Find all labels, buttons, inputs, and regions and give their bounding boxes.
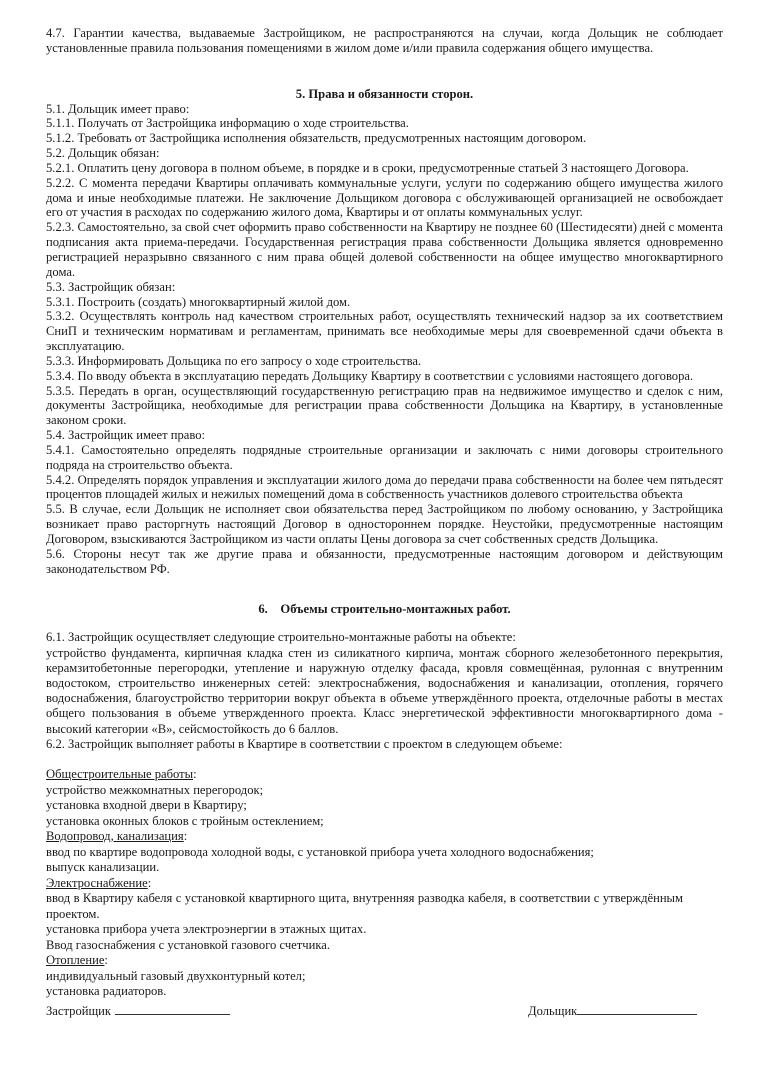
developer-signature-line[interactable] — [115, 1013, 230, 1015]
clause: 5.3.5. Передать в орган, осуществляющий государственную регистрацию прав на недвижимое имущество и сделок с ним, документы Застройщика, необходимые для регистрации права собственности Дольщика на Квартиру, в установленные законом сроки. — [46, 383, 723, 428]
clause-6-2: 6.2. Застройщик выполняет работы в Квартире в соответствии с проектом в следующем объеме: — [46, 736, 563, 751]
works-group: Общестроительные работы: устройство межкомнатных перегородок; установка входной двери в Квартиру; установка оконных блоков с тройным остеклением; — [46, 767, 723, 829]
works-item: Ввод газоснабжения с установкой газового счетчика. — [46, 937, 331, 952]
section-6-heading: 6. Объемы строительно-монтажных работ. — [258, 601, 511, 616]
clause: 5.1.2. Требовать от Застройщика исполнения обязательств, предусмотренных настоящим договором. — [46, 131, 587, 146]
works-group: Отопление: индивидуальный газовый двухконтурный котел; установка радиаторов. — [46, 953, 723, 1000]
works-group-title: Отопление — [46, 953, 105, 967]
works-item: установка входной двери в Квартиру; — [46, 798, 247, 812]
works-item: установка оконных блоков с тройным остеклением; — [46, 813, 324, 828]
developer-signature — [46, 1004, 230, 1019]
works-item: установка прибора учета электроэнергии в этажных щитах. — [46, 922, 367, 936]
works-list — [46, 767, 723, 1000]
clause: 5.3.4. По вводу объекта в эксплуатацию передать Дольщику Квартиру в соответствии с условиями настоящего договора. — [46, 368, 694, 383]
developer-signature-label: Застройщик — [46, 1004, 112, 1018]
clause: 5.1. Дольщик имеет право: — [46, 101, 190, 116]
clause: 5.1.1. Получать от Застройщика информацию о ходе строительства. — [46, 116, 409, 131]
clause-6-1-body: устройство фундамента, кирпичная кладка стен из силикатного кирпича, монтаж сборного железобетонного перекрытия, керамзитобетонные перегородки, утепление и наружную отделку фасада, кровля совмещённая, рулонная с внутренним водостоком, строительство инженерных сетей: электроснабжения, водоснабжения и канализации, отопления, горячего водоснабжения, благоустройство территории вокруг объекта в объеме утверждённого проекта, отделочные работы в местах общего пользования в объеме утвержденного проекта. Класс энергетической эффективности многоквартирного дома - высокий категории «В», сейсмостойкость до 6 баллов. — [46, 645, 723, 736]
clause-4-7: 4.7. Гарантии качества, выдаваемые Застройщиком, не распространяются на случаи, когда Дольщик не соблюдает установленные правила пользования помещениями в жилом доме и/или правила содержания общего имущества. — [46, 26, 723, 55]
clause: 5.3. Застройщик обязан: — [46, 279, 176, 294]
works-group-title: Водопровод, канализация — [46, 829, 184, 843]
clause: 5.2.3. Самостоятельно, за свой счет оформить право собственности на Квартиру не позднее 60 (Шестидесяти) дней с момента подписания акта приема-передачи. Государственная регистрация права собственности Дольщика является одновременно регистрацией неразрывно связанного с ним права общей долевой собственности на общее имущество многоквартирного дома. — [46, 220, 723, 279]
works-item: выпуск канализации. — [46, 860, 160, 874]
works-item: ввод по квартире водопровода холодной воды, с установкой прибора учета холодного водоснабжения; — [46, 844, 594, 859]
section-6-body — [46, 630, 723, 752]
clause: 5.6. Стороны несут так же другие права и обязанности, предусмотренные настоящим договором и действующим законодательством РФ. — [46, 546, 723, 576]
works-item: установка радиаторов. — [46, 984, 167, 998]
clause: 5.5. В случае, если Дольщик не исполняет свои обязательства перед Застройщиком по любому основанию, у Застройщика возникает право расторгнуть настоящий Договор в одностороннем порядке. Неустойки, предусмотренные настоящим Договором, взыскиваются Застройщиком из части оплаты Цены договора за счет собственных средств Дольщика. — [46, 502, 723, 546]
works-item: ввод в Квартиру кабеля с установкой квартирного щита, внутренняя разводка кабеля, в соответствии с утверждённым проектом. — [46, 891, 683, 921]
shareholder-signature — [528, 1004, 697, 1019]
section-5-heading: 5. Права и обязанности сторон. — [295, 86, 474, 101]
section-5-clauses — [46, 102, 723, 577]
clause: 5.2.2. С момента передачи Квартиры оплачивать коммунальные услуги, услуги по содержанию общего имущества жилого дома и иные необходимые платежи. Не заключение Дольщиком договора с обслуживающей организацией не освобождает его от участия в расходах по содержанию жилого дома, Квартиры и от оплаты коммунальных услуг. — [46, 175, 723, 220]
clause: 5.2.1. Оплатить цену договора в полном объеме, в порядке и в сроки, предусмотренные статьей 3 настоящего Договора. — [46, 160, 689, 175]
clause: 5.2. Дольщик обязан: — [46, 146, 160, 161]
works-item: устройство межкомнатных перегородок; — [46, 782, 264, 797]
clause: 5.3.3. Информировать Дольщика по его запросу о ходе строительства. — [46, 353, 422, 368]
works-group-title: Общестроительные работы — [46, 767, 194, 781]
works-group: Водопровод, канализация: ввод по квартире водопровода холодной воды, с установкой прибора учета холодного водоснабжения; выпуск канализации. — [46, 829, 723, 876]
shareholder-signature-line[interactable] — [577, 1013, 697, 1015]
clause: 5.4. Застройщик имеет право: — [46, 428, 206, 443]
clause: 5.3.2. Осуществлять контроль над качеством строительных работ, осуществлять технический надзор за их соответствием СниП и техническим нормативам и регламентам, принимать все необходимые меры для своевременной сдачи объекта в эксплуатацию. — [46, 309, 723, 354]
clause: 5.4.1. Самостоятельно определять подрядные строительные организации и заключать с ними договоры строительного подряда на строительство объекта. — [46, 442, 723, 472]
clause: 5.3.1. Построить (создать) многоквартирный жилой дом. — [46, 294, 351, 309]
clause: 5.4.2. Определять порядок управления и эксплуатации жилого дома до передачи права собственности на более чем пятьдесят процентов площадей жилых и нежилых помещений дома в собственность участников долевого строительства объекта — [46, 472, 723, 502]
works-group-title: Электроснабжение — [46, 875, 148, 890]
document-page — [46, 26, 723, 1000]
clause-6-1-intro: 6.1. Застройщик осуществляет следующие строительно-монтажные работы на объекте: — [46, 630, 516, 645]
works-item: индивидуальный газовый двухконтурный котел; — [46, 968, 306, 983]
shareholder-signature-label: Дольщик — [528, 1004, 578, 1018]
works-group: Электроснабжение: ввод в Квартиру кабеля с установкой квартирного щита, внутренняя разводка кабеля, в соответствии с утверждённым проектом. установка прибора учета электроэнергии в этажных щитах. Ввод газоснабжения с установкой газового счетчика. — [46, 876, 723, 954]
